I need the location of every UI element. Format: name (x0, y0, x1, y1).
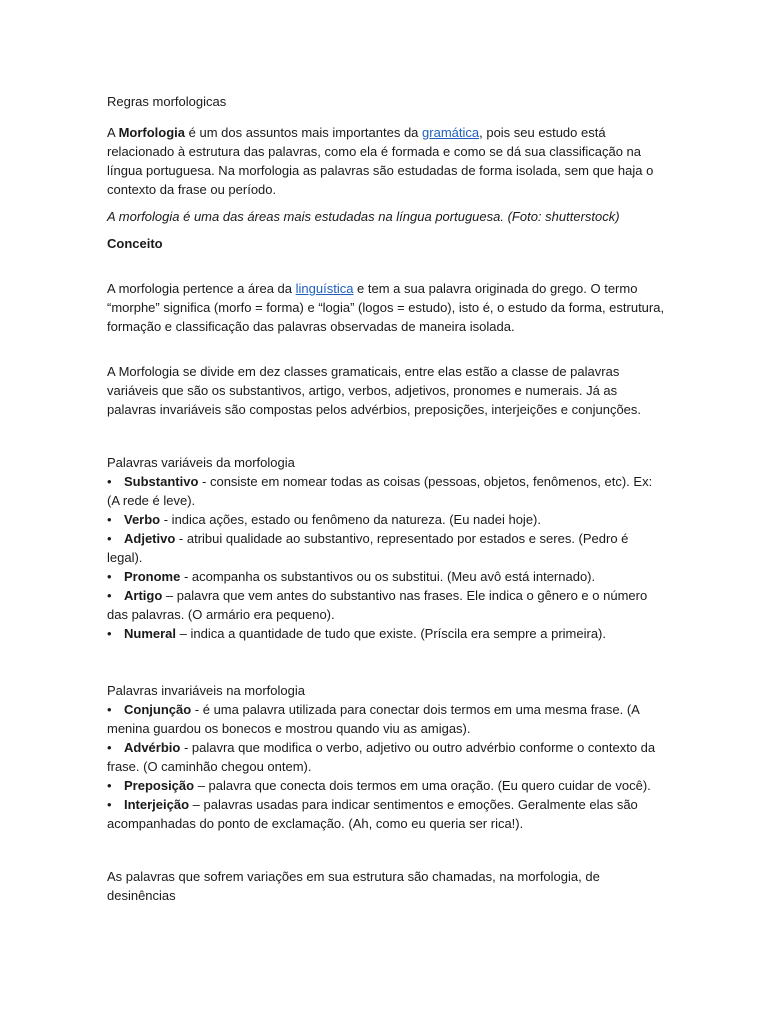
term: Conjunção (124, 702, 192, 717)
definition: - indica ações, estado ou fenômeno da natureza. (Eu nadei hoje). (160, 512, 541, 527)
list-item (107, 472, 667, 510)
bullet: • (107, 702, 112, 717)
image-caption: A morfologia é uma das áreas mais estudadas na língua portuguesa. (Foto: shutterstock) (107, 209, 620, 224)
intro-term-morfologia: Morfologia (118, 125, 186, 140)
bullet: • (107, 531, 112, 546)
term: Substantivo (124, 474, 199, 489)
definition: – palavra que vem antes do substantivo nas frases. Ele indica o gênero e o número das palavras. (O armário era pequeno). (107, 588, 648, 622)
list-item (107, 510, 667, 529)
list-item (107, 624, 667, 643)
intro-text-2: é um dos assuntos mais importantes da (185, 125, 423, 140)
definition: – palavras usadas para indicar sentimentos e emoções. Geralmente elas são acompanhadas do ponto de exclamação. (Ah, como eu queria ser rica!). (107, 797, 638, 831)
conceito-heading: Conceito (107, 236, 163, 251)
definition: - acompanha os substantivos ou os substitui. (Meu avô está internado). (180, 569, 596, 584)
variaveis-list (107, 472, 667, 643)
term: Advérbio (124, 740, 181, 755)
intro-paragraph (107, 123, 667, 199)
link-linguistica[interactable]: linguística (295, 281, 354, 296)
definition: – indica a quantidade de tudo que existe. (Príscila era sempre a primeira). (176, 626, 606, 641)
term: Adjetivo (124, 531, 176, 546)
bullet: • (107, 778, 112, 793)
invariaveis-list (107, 700, 667, 833)
term: Preposição (124, 778, 195, 793)
definition: - consiste em nomear todas as coisas (pessoas, objetos, fenômenos, etc). Ex: (A rede é leve). (107, 474, 653, 508)
conceito-text-2: e tem a sua palavra originada do grego. O termo “morphe” significa (morfo = forma) e “logia” (logos = estudo), isto é, o estudo da forma, estrutura, formação e classificação das palavras observadas de maneira isolada. (107, 281, 665, 334)
term: Numeral (124, 626, 177, 641)
bullet: • (107, 626, 112, 641)
list-item (107, 586, 667, 624)
term: Interjeição (124, 797, 190, 812)
bullet: • (107, 740, 112, 755)
link-gramatica[interactable]: gramática (422, 125, 480, 140)
conceito-text-1: A morfologia pertence a área da (107, 281, 296, 296)
conceito-paragraph-1 (107, 279, 667, 336)
definition: - é uma palavra utilizada para conectar dois termos em uma mesma frase. (A menina guardou os bonecos e mostrou quando viu as amigas). (107, 702, 640, 736)
document-body (107, 92, 667, 905)
list-item (107, 776, 667, 795)
bullet: • (107, 588, 112, 603)
bullet: • (107, 569, 112, 584)
intro-text-3: , pois seu estudo está relacionado à estrutura das palavras, como ela é formada e como se dá sua classificação na língua portuguesa. Na morfologia as palavras são estudadas de forma isolada, sem que haja o contexto da frase ou período. (107, 125, 654, 197)
document-title: Regras morfologicas (107, 94, 227, 109)
list-item (107, 567, 667, 586)
final-paragraph: As palavras que sofrem variações em sua estrutura são chamadas, na morfologia, de desinências (107, 869, 600, 903)
term: Pronome (124, 569, 181, 584)
bullet: • (107, 512, 112, 527)
variaveis-heading: Palavras variáveis da morfologia (107, 455, 295, 470)
conceito-paragraph-2: A Morfologia se divide em dez classes gramaticais, entre elas estão a classe de palavras variáveis que são os substantivos, artigo, verbos, adjetivos, pronomes e numerais. Já as palavras invariáveis são compostas pelos advérbios, preposições, interjeições e conjunções. (107, 364, 642, 417)
list-item (107, 795, 667, 833)
term: Artigo (124, 588, 163, 603)
bullet: • (107, 474, 112, 489)
list-item (107, 529, 667, 567)
invariaveis-heading: Palavras invariáveis na morfologia (107, 683, 305, 698)
term: Verbo (124, 512, 161, 527)
definition: - atribui qualidade ao substantivo, representado por estados e seres. (Pedro é legal). (107, 531, 629, 565)
bullet: • (107, 797, 112, 812)
intro-text-1: A (107, 125, 119, 140)
definition: - palavra que modifica o verbo, adjetivo ou outro advérbio conforme o contexto da frase. (O caminhão chegou ontem). (107, 740, 656, 774)
list-item (107, 738, 667, 776)
list-item (107, 700, 667, 738)
definition: – palavra que conecta dois termos em uma oração. (Eu quero cuidar de você). (194, 778, 651, 793)
